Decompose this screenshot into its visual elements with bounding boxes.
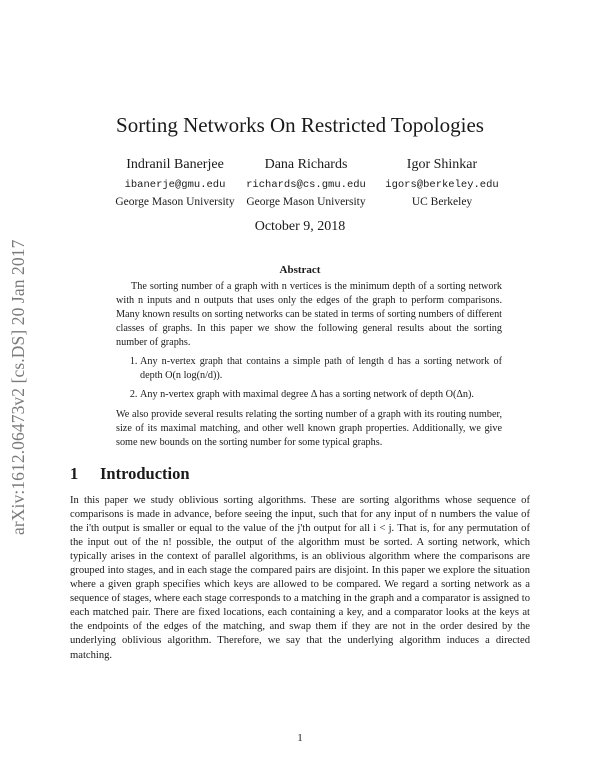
- author-email: ibanerje@gmu.edu: [124, 179, 226, 191]
- author-block: [352, 157, 532, 208]
- abstract-body: [116, 280, 502, 450]
- author-affiliation: George Mason University: [246, 196, 366, 208]
- abstract-closing: We also provide several results relating the sorting number of a graph with its routing number, size of its maximal matching, and other well known graph properties. Additionally, we give some new bounds on the sorting number for some typical graphs.: [116, 409, 502, 448]
- paragraph: In this paper we study oblivious sorting algorithms. These are sorting algorithms whose sequence of comparisons is made in advance, before seeing the input, such that for any input of n numbers the value of the i'th output is smaller or equal to the value of the j'th output for all i < j. That is, for any permutation of the input out of the n! possible, the output of the algorithm must be sorted. A sorting network, which typically arises in the context of parallel algorithms, is an oblivious algorithm where the comparisons are grouped into stages, and in each stage the compared pairs are disjoint. In this paper we explore the situation where a given graph specifies which keys are allowed to be compared. We regard a sorting network as a sequence of stages, where each stage corresponds to a matching in the graph and a comparator is assigned to each matched pair. There are fixed locations, each containing a key, and a comparator looks at the keys at the endpoints of the edges of the matching, and swap them if they are not in the order desired by the underlying oblivious algorithm. Therefore, we say that the underlying algorithm induces a directed matching.: [70, 495, 530, 661]
- author-name: Igor Shinkar: [406, 157, 478, 172]
- author-email: richards@cs.gmu.edu: [246, 179, 366, 191]
- result-item: 1. Any n-vertex graph that contains a simple path of length d has a sorting network of depth O(n log(n/d)).: [140, 355, 502, 383]
- section-title: Introduction: [100, 464, 190, 483]
- arxiv-identifier: arXiv:1612.06473v2 [cs.DS] 20 Jan 2017: [8, 239, 28, 535]
- paper-date: October 9, 2018: [254, 219, 346, 234]
- result-item: 2. Any n-vertex graph with maximal degree Δ has a sorting network of depth O(Δn).: [140, 388, 502, 402]
- author-name: Dana Richards: [264, 157, 348, 172]
- section-number: 1: [70, 464, 79, 483]
- author-name: Indranil Banerjee: [126, 157, 224, 172]
- abstract-intro: The sorting number of a graph with n vertices is the minimum depth of a sorting network with n inputs and n outputs that uses only the edges of the graph to perform comparisons. Many known results on sorting networks can be stated in terms of sorting numbers of different classes of graphs. In this paper we show the following general results about the sorting number of graphs.: [116, 281, 502, 348]
- page-number: 1: [297, 732, 303, 744]
- paper-title: Sorting Networks On Restricted Topologies: [116, 113, 484, 137]
- results-list: [116, 355, 502, 402]
- section-heading: [70, 464, 190, 484]
- author-email: igors@berkeley.edu: [385, 179, 499, 191]
- abstract-heading: Abstract: [279, 264, 321, 276]
- author-affiliation: George Mason University: [115, 196, 235, 208]
- introduction-text: [70, 494, 530, 663]
- author-affiliation: UC Berkeley: [411, 196, 473, 208]
